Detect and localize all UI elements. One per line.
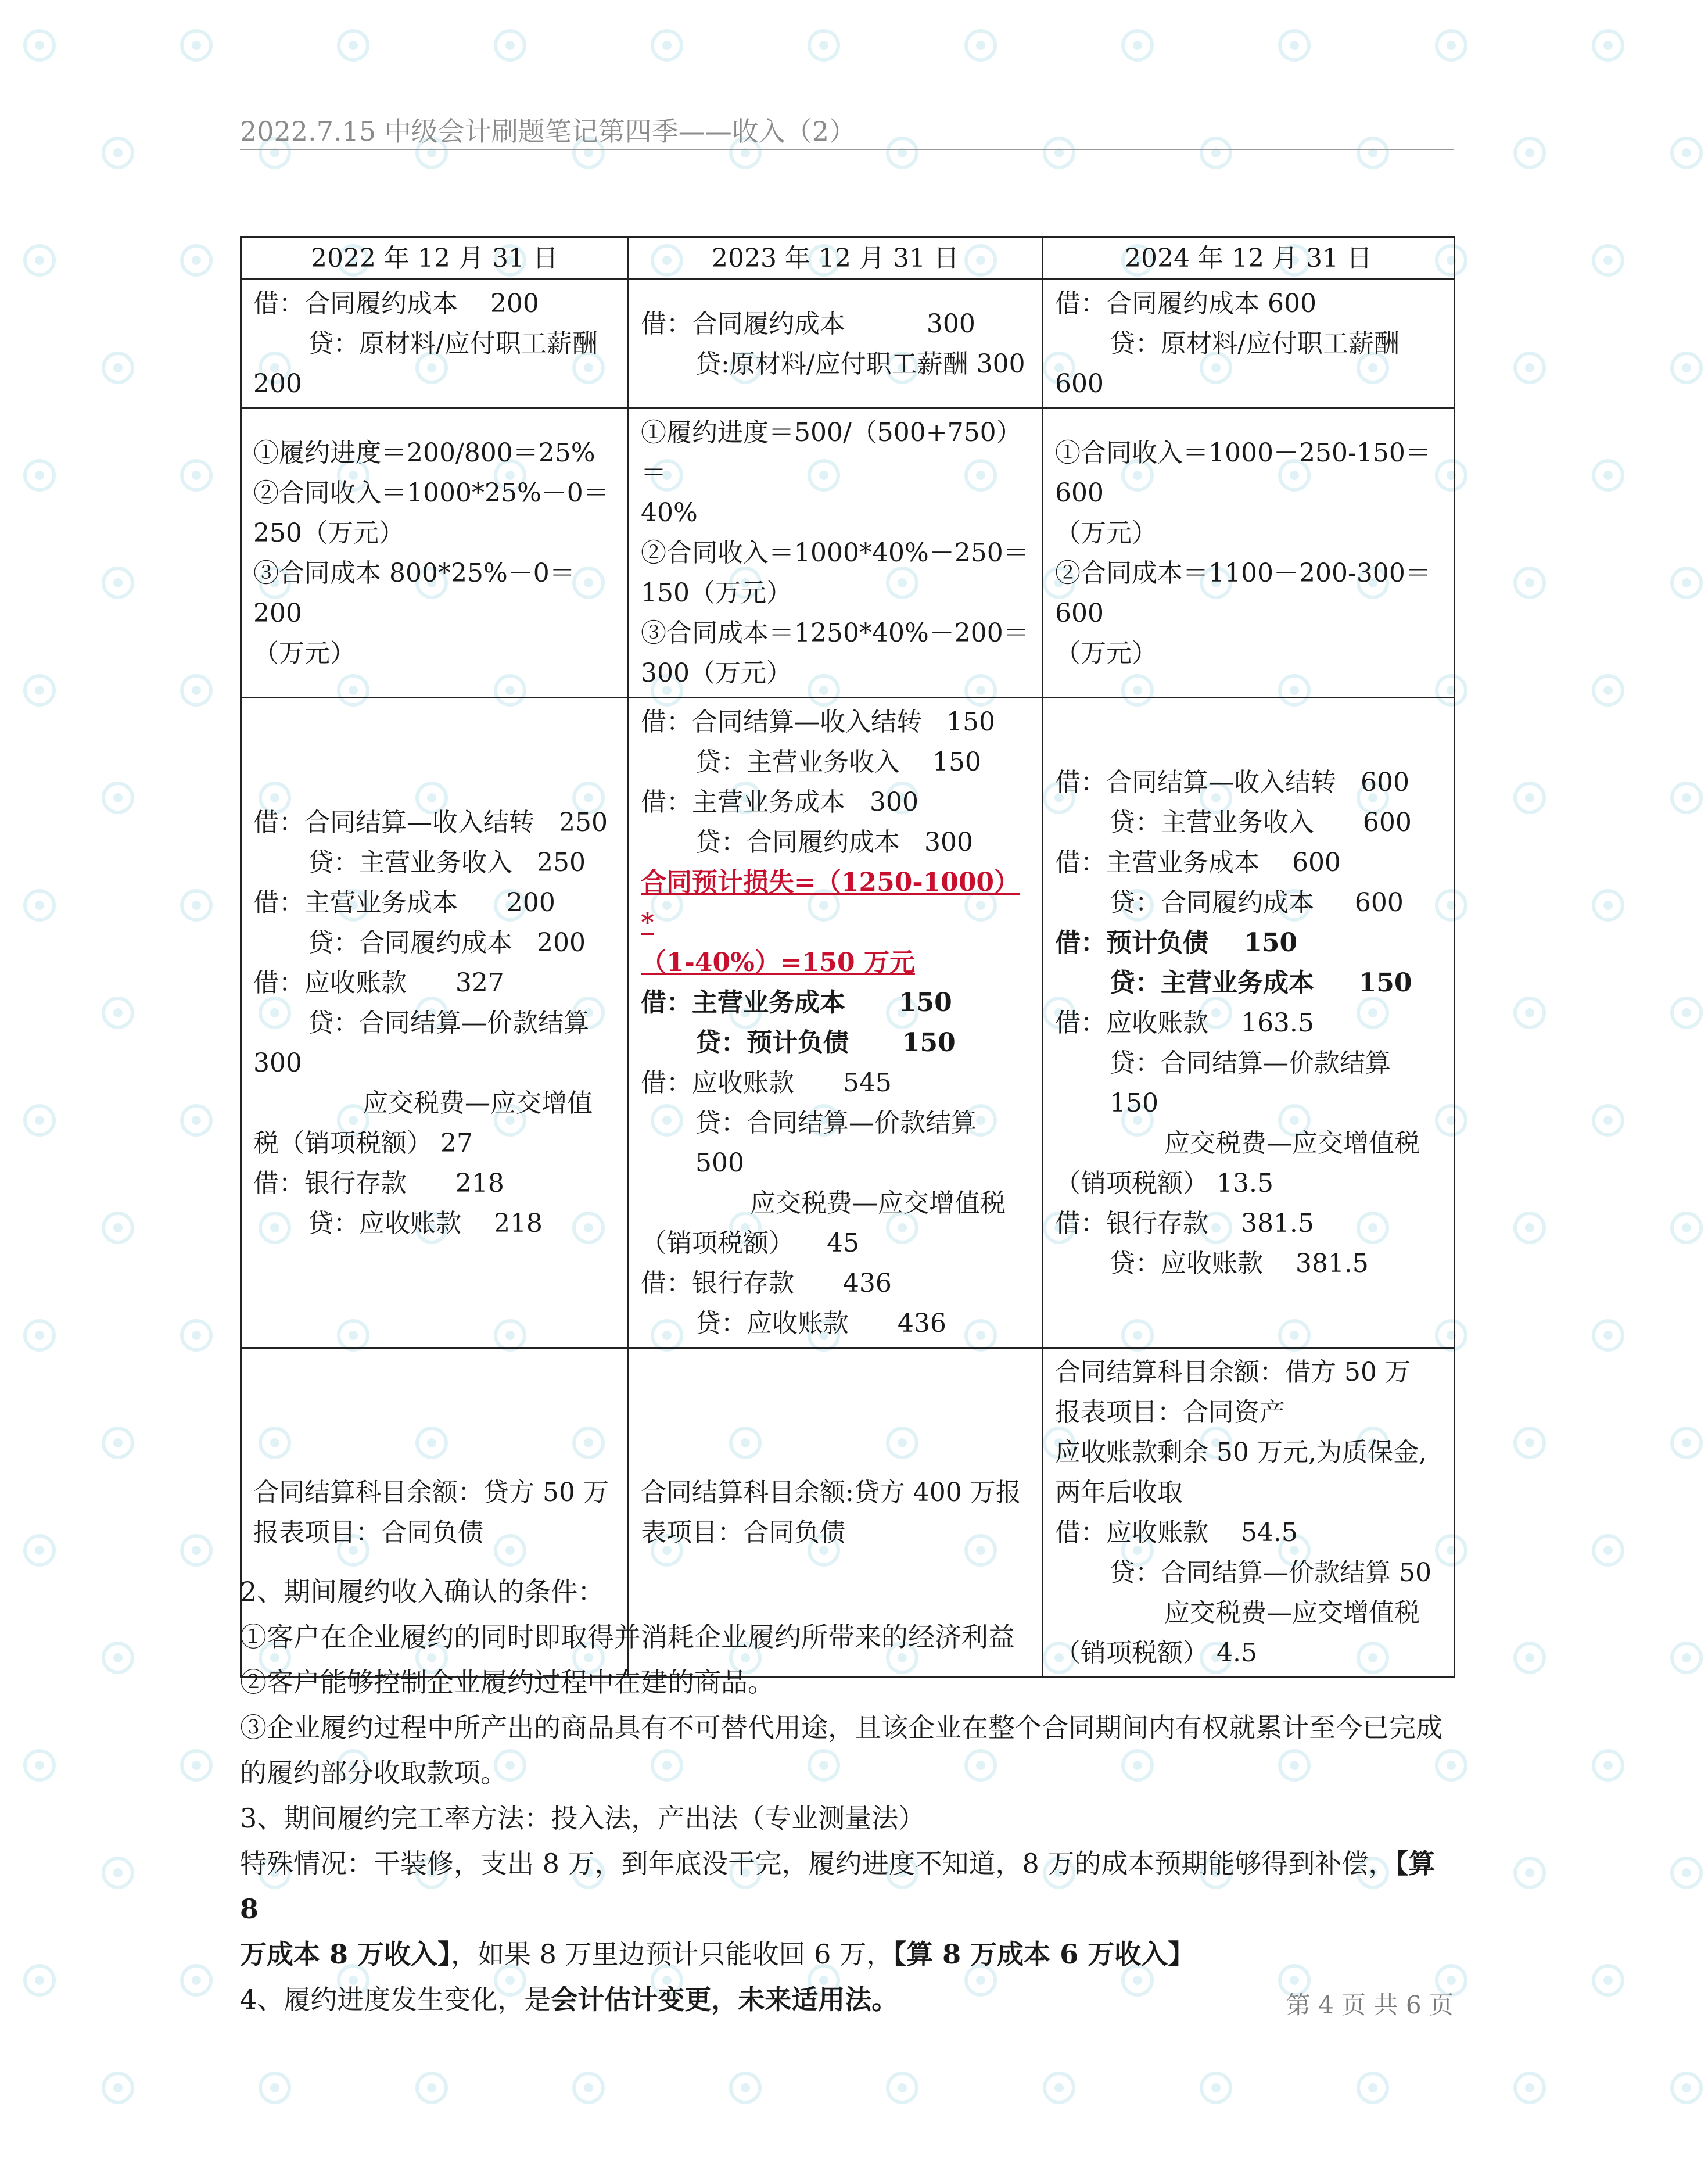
watermark-icon — [1121, 29, 1154, 62]
calc-2022: ①履约进度＝200/800＝25% ②合同收入＝1000*25%－0＝ 250（万元） ③合同成本 800*25%－0＝200 （万元） — [241, 408, 629, 698]
note-heading-4: 4、履约进度发生变化，是会计估计变更，未来适用法。 — [240, 1984, 899, 2015]
watermark-icon — [1592, 29, 1624, 62]
watermark-icon — [1592, 674, 1624, 707]
watermark-icon — [651, 29, 683, 62]
expected-loss-note: 合同预计损失=（1250-1000）* — [641, 868, 1020, 937]
watermark-icon — [23, 889, 56, 922]
watermark-icon — [1043, 137, 1075, 169]
watermark-icon — [180, 29, 213, 62]
watermark-icon — [23, 1749, 56, 1782]
watermark-icon — [1670, 1857, 1703, 1889]
watermark-icon — [23, 1319, 56, 1352]
watermark-icon — [23, 29, 56, 62]
watermark-icon — [180, 674, 213, 707]
watermark-icon — [180, 1319, 213, 1352]
column-header-2023: 2023 年 12 月 31 日 — [629, 238, 1043, 279]
watermark-icon — [494, 29, 526, 62]
watermark-icon — [1592, 1534, 1624, 1567]
watermark-icon — [1592, 244, 1624, 277]
watermark-icon — [1592, 1964, 1624, 1997]
watermark-icon — [102, 567, 134, 599]
watermark-icon — [1592, 1319, 1624, 1352]
watermark-icon — [102, 782, 134, 814]
watermark-icon — [964, 29, 997, 62]
watermark-icon — [1670, 2072, 1703, 2104]
watermark-icon — [1513, 2072, 1546, 2104]
watermark-icon — [1200, 137, 1232, 169]
watermark-icon — [102, 1427, 134, 1459]
page-header: 2022.7.15 中级会计刷题笔记第四季——收入（2） — [240, 116, 856, 147]
watermark-icon — [102, 1857, 134, 1889]
watermark-icon — [180, 1749, 213, 1782]
watermark-icon — [102, 2072, 134, 2104]
watermark-icon — [1435, 29, 1467, 62]
note-item: ①客户在企业履约的同时即取得并消耗企业履约所带来的经济利益 — [240, 1621, 1015, 1653]
watermark-icon — [102, 1212, 134, 1244]
watermark-icon — [1513, 997, 1546, 1029]
watermark-icon — [1670, 137, 1703, 169]
balance-2022: 合同结算科目余额：贷方 50 万 报表项目：合同负债 — [241, 1348, 629, 1678]
watermark-icon — [23, 1964, 56, 1997]
journal-2022: 借：合同结算—收入结转 250 贷：主营业务收入 250 借：主营业务成本 200 贷：合同履约成本 200 借：应收账款 327 贷：合同结算—价款结算 300 应交税费—应交增值 税（销项税额） 27 借：银行存款 218 贷：应收账款 218 — [241, 698, 629, 1348]
note-item: ③企业履约过程中所产出的商品具有不可替代用途，且该企业在整个合同期间内有权就累计至今已完成 — [240, 1712, 1443, 1743]
accounting-entries-table — [240, 236, 1455, 1678]
watermark-icon — [1592, 459, 1624, 492]
watermark-icon — [1670, 1642, 1703, 1674]
watermark-icon — [1513, 1212, 1546, 1244]
watermark-icon — [1513, 1427, 1546, 1459]
journal-2023: 借：合同结算—收入结转 150 贷：主营业务收入 150 借：主营业务成本 300 贷：合同履约成本 300 合同预计损失=（1250-1000）* （1-40%）=150 万元 借：主营业务成本 150 贷：预计负债 150 借：应收账款 545 贷：合同结算—价款结算 500 应交税费—应交增值税 （销项税额） 45 借：银行存款 436 贷：应收账款 436 — [629, 698, 1043, 1348]
note-special-case-cont: 万成本 8 万收入】，如果 8 万里边预计只能收回 6 万，【算 8 万成本 6 万收入】 — [240, 1938, 1195, 1970]
calc-2023: ①履约进度＝500/（500+750）＝ 40% ②合同收入＝1000*40%－250＝ 150（万元） ③合同成本＝1250*40%－200＝ 300（万元） — [629, 408, 1043, 698]
calc-2024: ①合同收入＝1000－250-150＝600 （万元） ②合同成本＝1100－200-300＝600 （万元） — [1043, 408, 1455, 698]
watermark-icon — [337, 29, 369, 62]
watermark-icon — [886, 137, 918, 169]
journal-2024: 借：合同结算—收入结转 600 贷：主营业务收入 600 借：主营业务成本 600 贷：合同履约成本 600 借：预计负债 150 贷：主营业务成本 150 借：应收账款 163.5 贷：合同结算—价款结算 150 应交税费—应交增值税 （销项税额） 13.5 借：银行存款 381.5 贷：应收账款 381.5 — [1043, 698, 1455, 1348]
watermark-icon — [1670, 567, 1703, 599]
column-header-2024: 2024 年 12 月 31 日 — [1043, 238, 1455, 279]
watermark-icon — [886, 2072, 918, 2104]
watermark-icon — [1200, 2072, 1232, 2104]
watermark-icon — [23, 1104, 56, 1137]
watermark-icon — [102, 137, 134, 169]
watermark-icon — [102, 352, 134, 384]
watermark-icon — [23, 459, 56, 492]
note-item: 的履约部分收取款项。 — [240, 1757, 507, 1789]
watermark-icon — [1278, 29, 1311, 62]
table-header-row — [241, 238, 1455, 279]
watermark-icon — [1670, 1212, 1703, 1244]
watermark-icon — [1043, 2072, 1075, 2104]
watermark-icon — [180, 889, 213, 922]
watermark-icon — [1592, 1749, 1624, 1782]
watermark-icon — [23, 674, 56, 707]
watermark-icon — [180, 1534, 213, 1567]
watermark-icon — [1513, 352, 1546, 384]
watermark-icon — [1670, 1427, 1703, 1459]
watermark-icon — [1670, 782, 1703, 814]
table-row — [241, 698, 1455, 1348]
balance-2024: 合同结算科目余额：借方 50 万 报表项目：合同资产 应收账款剩余 50 万元,为质保金, 两年后收取 借：应收账款 54.5 贷：合同结算—价款结算 50 应交税费—应交增值税 （销项税额） 4.5 — [1043, 1348, 1455, 1678]
note-special-case: 特殊情况：干装修，支出 8 万，到年底没干完，履约进度不知道，8 万的成本预期能够得到补偿，【算 8 — [240, 1848, 1436, 1925]
watermark-icon — [102, 1642, 134, 1674]
watermark-icon — [729, 2072, 762, 2104]
column-header-2022: 2022 年 12 月 31 日 — [241, 238, 629, 279]
table-row — [241, 408, 1455, 698]
watermark-icon — [1513, 1857, 1546, 1889]
watermark-icon — [1670, 997, 1703, 1029]
watermark-icon — [259, 2072, 291, 2104]
page-number: 第 4 页 共 6 页 — [1286, 1991, 1454, 2019]
notes-section — [240, 1569, 1454, 2022]
watermark-icon — [1513, 567, 1546, 599]
watermark-icon — [1513, 782, 1546, 814]
note-heading-3: 3、期间履约完工率方法：投入法，产出法（专业测量法） — [240, 1803, 925, 1834]
watermark-icon — [180, 1964, 213, 1997]
watermark-icon — [180, 244, 213, 277]
watermark-icon — [808, 29, 840, 62]
balance-2023: 合同结算科目余额:贷方 400 万报 表项目：合同负债 — [629, 1348, 1043, 1678]
cost-entry-2022: 借：合同履约成本 200 贷：原材料/应付职工薪酬 200 — [241, 279, 629, 408]
watermark-icon — [1592, 889, 1624, 922]
watermark-icon — [1670, 352, 1703, 384]
watermark-icon — [180, 1104, 213, 1137]
watermark-icon — [1513, 1642, 1546, 1674]
cost-entry-2023: 借：合同履约成本 300 贷:原材料/应付职工薪酬 300 — [629, 279, 1043, 408]
watermark-icon — [180, 459, 213, 492]
watermark-icon — [102, 997, 134, 1029]
note-item: ②客户能够控制企业履约过程中在建的商品。 — [240, 1667, 774, 1698]
watermark-icon — [23, 244, 56, 277]
watermark-icon — [1357, 2072, 1389, 2104]
watermark-icon — [572, 2072, 605, 2104]
watermark-icon — [1357, 137, 1389, 169]
table-row — [241, 279, 1455, 408]
watermark-icon — [415, 2072, 448, 2104]
header-rule — [240, 149, 1454, 150]
watermark-icon — [23, 1534, 56, 1567]
watermark-icon — [1513, 137, 1546, 169]
watermark-icon — [1592, 1104, 1624, 1137]
cost-entry-2024: 借：合同履约成本 600 贷：原材料/应付职工薪酬 600 — [1043, 279, 1455, 408]
note-heading-2: 2、期间履约收入确认的条件： — [240, 1576, 605, 1607]
